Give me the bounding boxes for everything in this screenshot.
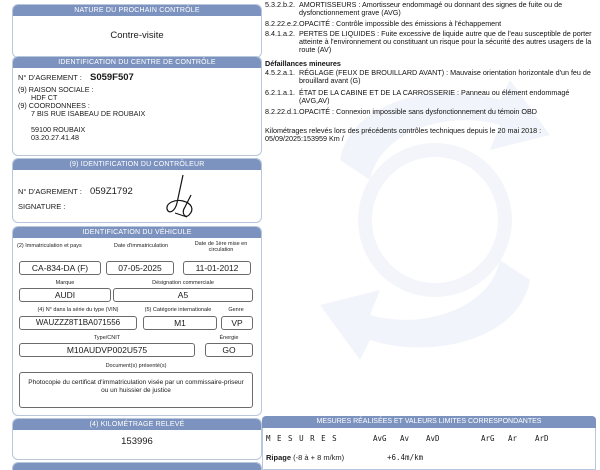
mineure-3 xyxy=(265,108,596,116)
defaut-3-code: 8.4.1.a.2. xyxy=(265,29,295,38)
centre-agrement-label: N° D'AGREMENT : xyxy=(18,73,82,82)
mesures-header: MESURES RÉALISÉES ET VALEURS LIMITES CORRESPONDANTES xyxy=(262,416,596,428)
mineure-2-code: 6.2.1.a.1. xyxy=(265,88,295,97)
date-immat-label: Date d'immatriculation xyxy=(113,243,169,249)
raison-value: HDF CT xyxy=(31,93,58,102)
phone: 03.20.27.41.48 xyxy=(31,133,79,142)
nature-value: Contre-visite xyxy=(110,30,164,41)
mineure-1 xyxy=(265,69,596,85)
mineure-3-code: 8.2.22.d.1. xyxy=(265,107,299,116)
defaut-1 xyxy=(265,1,596,17)
vehicule-box xyxy=(12,226,262,416)
type-field: M10AUDVP002U575 xyxy=(19,343,195,357)
mesures-col-avd: AvD xyxy=(426,434,440,443)
docs-label: Document(s) présenté(s) xyxy=(105,363,167,369)
kilometrage-header: (4) KILOMÉTRAGE RELEVÉ xyxy=(13,419,261,430)
defaut-2-text: OPACITÉ : Contrôle impossible des émissions à l'échappement xyxy=(299,19,502,28)
nature-header: NATURE DU PROCHAIN CONTRÔLE xyxy=(13,5,261,16)
mesures-box xyxy=(262,428,596,470)
mineure-3-text: OPACITÉ : Connexion impossible sans dysfonctionnement du témoin OBD xyxy=(299,107,537,116)
vin-field: WAUZZZ8T1BA071556 xyxy=(19,316,137,330)
ripage-value: +6.4m/km xyxy=(387,453,424,462)
centre-agrement-value: S059F507 xyxy=(89,72,134,83)
signature-label: SIGNATURE : xyxy=(18,202,66,211)
genre-field: VP xyxy=(221,316,253,330)
docs-field: Photocopie du certificat d'immatriculation visée par un commissaire-priseur ou un huissier de justice xyxy=(19,372,253,408)
controleur-agrement-value: 059Z1792 xyxy=(89,186,133,197)
mesures-title: M E S U R E S xyxy=(266,434,338,443)
defaut-1-code: 5.3.2.b.2. xyxy=(265,0,295,9)
marque-label: Marque xyxy=(55,280,75,286)
coord-label: (9) COORDONNEES : xyxy=(18,101,90,110)
defaut-1-text: AMORTISSEURS : Amortisseur endommagé ou donnant des signes de fuite ou de dysfonctionnement grave (AVG) xyxy=(299,0,563,18)
designation-field: A5 xyxy=(113,288,253,302)
mesures-col-arg: ArG xyxy=(481,434,495,443)
categorie-label: (5) Catégorie internationale xyxy=(144,307,212,313)
immat-label: (2) Immatriculation et pays xyxy=(17,243,82,249)
categorie-field: M1 xyxy=(143,316,217,330)
mineure-2-text: ÉTAT DE LA CABINE ET DE LA CARROSSERIE : Panneau ou élément endommagé (AVG,AV) xyxy=(299,88,570,106)
raison-label: (9) RAISON SOCIALE : xyxy=(18,85,94,94)
centre-header: IDENTIFICATION DU CENTRE DE CONTRÔLE xyxy=(13,57,261,68)
immat-field: CA-834-DA (F) xyxy=(19,261,101,275)
mesures-col-ar: Ar xyxy=(508,434,518,443)
km-history-line-1: Kilométrages relevés lors des précédents contrôles techniques depuis le 20 mai 2018 : xyxy=(265,126,542,135)
defaut-2-code: 8.2.22.e.2. xyxy=(265,19,299,28)
nature-box xyxy=(12,4,262,58)
ripage-label: Ripage xyxy=(266,453,292,462)
kilometrage-box xyxy=(12,418,262,460)
defaut-2 xyxy=(265,20,596,28)
type-label: Type/CNIT xyxy=(93,335,121,341)
address-line-1: 7 BIS RUE ISABEAU DE ROUBAIX xyxy=(31,109,146,118)
defaut-3-text: PERTES DE LIQUIDES : Fuite excessive de liquide autre que de l'eau susceptible de porter atteinte à l'environnement ou constituant un risque pour la sécurité des autres usagers de la route (AV) xyxy=(299,29,592,55)
marque-field: AUDI xyxy=(19,288,111,302)
next-box-stub xyxy=(12,462,262,470)
ripage-limit: (-8 à + 8 m/km) xyxy=(293,453,345,462)
defaut-3 xyxy=(265,30,596,55)
signature-image xyxy=(161,173,201,223)
controleur-header: (9) IDENTIFICATION DU CONTRÔLEUR xyxy=(13,159,261,170)
energie-field: GO xyxy=(205,343,253,357)
vin-label: (4) N° dans la série du type (VIN) xyxy=(37,307,119,313)
centre-box xyxy=(12,56,262,156)
mineure-1-code: 4.5.2.a.1. xyxy=(265,68,295,77)
mineure-2 xyxy=(265,89,596,105)
controleur-box xyxy=(12,158,262,223)
genre-label: Genre xyxy=(228,307,244,313)
kilometrage-value: 153996 xyxy=(121,436,153,447)
designation-label: Désignation commerciale xyxy=(152,280,214,286)
address-line-2: 59100 ROUBAIX xyxy=(31,125,86,134)
mineure-1-text: RÉGLAGE (FEUX DE BROUILLARD AVANT) : Mauvaise orientation horizontale d'un feu de brouillard avant (G) xyxy=(299,68,591,86)
date-first-label: Date de 1ère mise en circulation xyxy=(194,241,248,253)
date-first-field: 11-01-2012 xyxy=(183,261,251,275)
date-immat-field: 07-05-2025 xyxy=(106,261,174,275)
mesures-col-ard: ArD xyxy=(535,434,549,443)
controleur-agrement-label: N° D'AGREMENT : xyxy=(18,187,82,196)
km-history-line-2: 05/09/2025:153959 Km / xyxy=(265,134,344,143)
energie-label: Énergie xyxy=(219,335,239,341)
mesures-col-avg: AvG xyxy=(373,434,387,443)
left-column xyxy=(0,0,270,470)
mineures-heading: Défaillances mineures xyxy=(265,59,341,68)
mesures-col-av: Av xyxy=(400,434,410,443)
vehicule-header: IDENTIFICATION DU VÉHICULE xyxy=(13,227,261,238)
